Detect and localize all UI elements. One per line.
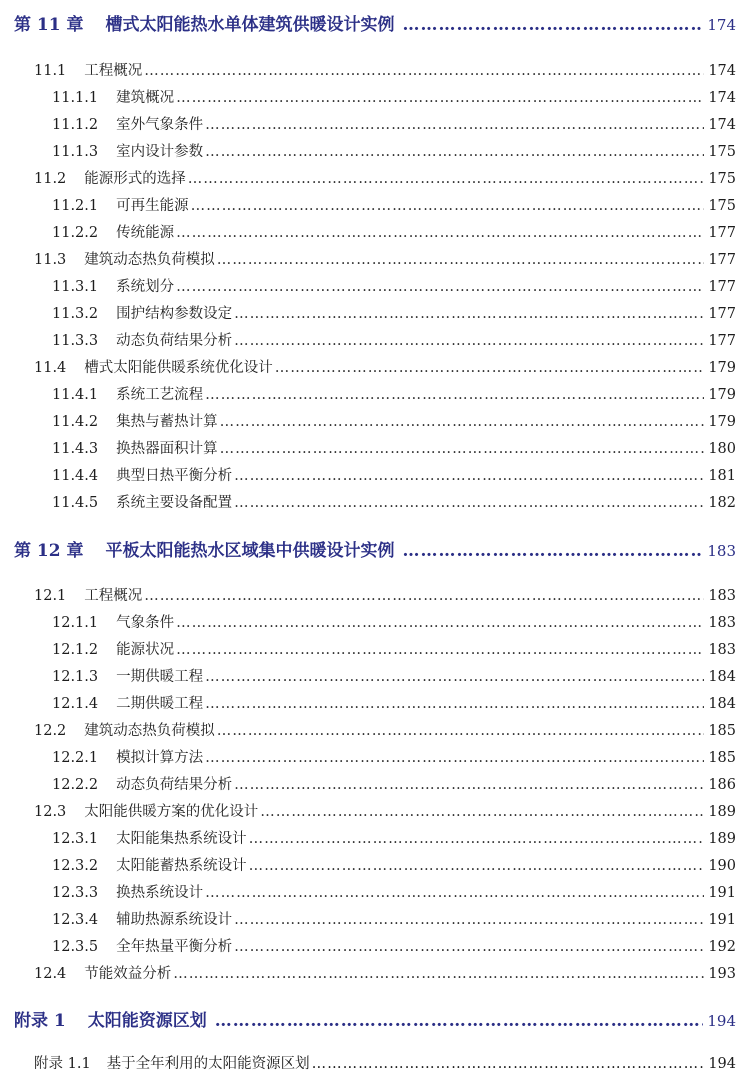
dot-leader bbox=[217, 723, 705, 739]
section-title: 槽式太阳能供暖系统优化设计 bbox=[84, 360, 273, 376]
page-number: 192 bbox=[708, 939, 736, 955]
toc-section-entry[interactable] bbox=[0, 584, 750, 605]
section-number: 12.3 bbox=[34, 804, 67, 820]
toc-section-entry[interactable] bbox=[0, 59, 750, 80]
section-number: 12.1 bbox=[34, 588, 67, 604]
toc-subsection-entry[interactable] bbox=[0, 611, 750, 632]
subsection-title: 太阳能集热系统设计 bbox=[116, 831, 247, 847]
toc-subsection-entry[interactable] bbox=[0, 692, 750, 713]
dot-leader bbox=[205, 117, 704, 133]
page-number: 174 bbox=[708, 63, 736, 79]
dot-leader bbox=[191, 198, 705, 214]
toc-subsection-entry[interactable] bbox=[0, 275, 750, 296]
subsection-number: 11.4.4 bbox=[52, 468, 99, 484]
dot-leader bbox=[234, 777, 704, 793]
page-number: 186 bbox=[708, 777, 736, 793]
subsection-title: 典型日热平衡分析 bbox=[116, 468, 233, 484]
subsection-number: 12.3.3 bbox=[52, 885, 99, 901]
toc-subsection-entry[interactable] bbox=[0, 113, 750, 134]
page-number: 185 bbox=[708, 750, 736, 766]
section-title: 节能效益分析 bbox=[84, 966, 172, 982]
dot-leader bbox=[234, 912, 704, 928]
appendix-number: 附录 1 bbox=[14, 1011, 66, 1031]
subsection-title: 一期供暖工程 bbox=[116, 669, 204, 685]
dot-leader bbox=[220, 441, 705, 457]
dot-leader bbox=[220, 414, 705, 430]
subsection-title: 二期供暖工程 bbox=[116, 696, 204, 712]
subsection-title: 动态负荷结果分析 bbox=[116, 777, 233, 793]
dot-leader bbox=[312, 1056, 705, 1072]
dot-leader bbox=[188, 171, 705, 187]
dot-leader bbox=[234, 306, 704, 322]
page-number: 179 bbox=[708, 387, 736, 403]
subsection-number: 12.1.2 bbox=[52, 642, 99, 658]
page-number: 190 bbox=[708, 858, 736, 874]
toc-subsection-entry[interactable] bbox=[0, 329, 750, 350]
dot-leader bbox=[176, 642, 704, 658]
subsection-title: 系统主要设备配置 bbox=[116, 495, 233, 511]
dot-leader bbox=[205, 669, 704, 685]
page-number: 177 bbox=[708, 333, 736, 349]
page-number: 194 bbox=[707, 1012, 736, 1030]
page-number: 183 bbox=[708, 642, 736, 658]
toc-subsection-entry[interactable] bbox=[0, 854, 750, 875]
subsection-title: 系统划分 bbox=[116, 279, 175, 295]
subsection-number: 11.1.3 bbox=[52, 144, 99, 160]
subsection-title: 换热系统设计 bbox=[116, 885, 204, 901]
page-number: 177 bbox=[708, 225, 736, 241]
toc-subsection-entry[interactable] bbox=[0, 464, 750, 485]
dot-leader bbox=[249, 831, 705, 847]
toc-chapter-entry[interactable] bbox=[0, 536, 750, 561]
subsection-title: 辅助热源系统设计 bbox=[116, 912, 233, 928]
subsection-number: 11.2.2 bbox=[52, 225, 99, 241]
toc-section-entry[interactable] bbox=[0, 248, 750, 269]
section-number: 11.4 bbox=[34, 360, 67, 376]
subsection-title: 模拟计算方法 bbox=[116, 750, 204, 766]
dot-leader bbox=[234, 495, 704, 511]
subsection-number: 12.3.4 bbox=[52, 912, 99, 928]
toc-subsection-entry[interactable] bbox=[0, 665, 750, 686]
page-number: 175 bbox=[708, 144, 736, 160]
subsection-title: 太阳能蓄热系统设计 bbox=[116, 858, 247, 874]
subsection-number: 12.1.3 bbox=[52, 669, 99, 685]
page-number: 175 bbox=[708, 171, 736, 187]
page-number: 183 bbox=[708, 615, 736, 631]
subsection-number: 11.4.1 bbox=[52, 387, 99, 403]
subsection-number: 11.1.1 bbox=[52, 90, 99, 106]
subsection-number: 12.1.4 bbox=[52, 696, 99, 712]
page-number: 183 bbox=[708, 588, 736, 604]
subsection-title: 可再生能源 bbox=[116, 198, 189, 214]
toc-appendix-subentry[interactable] bbox=[0, 1052, 750, 1073]
page-number: 179 bbox=[708, 360, 736, 376]
subsection-number: 11.1.2 bbox=[52, 117, 99, 133]
toc-subsection-entry[interactable] bbox=[0, 827, 750, 848]
dot-leader bbox=[173, 966, 704, 982]
dot-leader bbox=[215, 1011, 704, 1031]
dot-leader bbox=[234, 468, 704, 484]
toc-subsection-entry[interactable] bbox=[0, 221, 750, 242]
subsection-title: 换热器面积计算 bbox=[116, 441, 218, 457]
toc-section-entry[interactable] bbox=[0, 962, 750, 983]
dot-leader bbox=[403, 541, 704, 561]
page-number: 189 bbox=[708, 831, 736, 847]
chapter-number: 第 12 章 bbox=[14, 541, 84, 561]
toc-subsection-entry[interactable] bbox=[0, 383, 750, 404]
page-number: 191 bbox=[708, 885, 736, 901]
section-title: 能源形式的选择 bbox=[84, 171, 186, 187]
dot-leader bbox=[260, 804, 704, 820]
section-title: 太阳能供暖方案的优化设计 bbox=[84, 804, 259, 820]
dot-leader bbox=[217, 252, 705, 268]
subsection-number: 11.4.5 bbox=[52, 495, 99, 511]
subsection-title: 室外气象条件 bbox=[116, 117, 204, 133]
page-number: 174 bbox=[708, 90, 736, 106]
toc-subsection-entry[interactable] bbox=[0, 437, 750, 458]
subsection-title: 建筑概况 bbox=[116, 90, 175, 106]
dot-leader bbox=[234, 333, 704, 349]
subsection-number: 11.4.2 bbox=[52, 414, 99, 430]
dot-leader bbox=[144, 588, 704, 604]
subsection-number: 11.3.2 bbox=[52, 306, 99, 322]
toc-subsection-entry[interactable] bbox=[0, 908, 750, 929]
dot-leader bbox=[176, 90, 704, 106]
page-number: 182 bbox=[708, 495, 736, 511]
chapter-title: 平板太阳能热水区域集中供暖设计实例 bbox=[105, 541, 395, 561]
dot-leader bbox=[176, 279, 704, 295]
page-number: 177 bbox=[708, 306, 736, 322]
subsection-title: 气象条件 bbox=[116, 615, 175, 631]
page-number: 174 bbox=[708, 117, 736, 133]
subsection-number: 12.2.2 bbox=[52, 777, 99, 793]
appendix-sub-number: 附录 1.1 bbox=[34, 1056, 91, 1072]
page-number: 183 bbox=[707, 542, 736, 560]
appendix-title: 太阳能资源区划 bbox=[87, 1011, 207, 1031]
dot-leader bbox=[205, 144, 704, 160]
dot-leader bbox=[205, 885, 704, 901]
dot-leader bbox=[205, 387, 704, 403]
page-number: 193 bbox=[708, 966, 736, 982]
page-number: 181 bbox=[708, 468, 736, 484]
page-number: 180 bbox=[708, 441, 736, 457]
toc-subsection-entry[interactable] bbox=[0, 881, 750, 902]
section-title: 工程概况 bbox=[84, 63, 143, 79]
subsection-title: 围护结构参数设定 bbox=[116, 306, 233, 322]
toc-subsection-entry[interactable] bbox=[0, 140, 750, 161]
subsection-number: 11.2.1 bbox=[52, 198, 99, 214]
page-number: 179 bbox=[708, 414, 736, 430]
dot-leader bbox=[205, 696, 704, 712]
subsection-number: 12.3.1 bbox=[52, 831, 99, 847]
toc-subsection-entry[interactable] bbox=[0, 935, 750, 956]
toc-subsection-entry[interactable] bbox=[0, 638, 750, 659]
toc-subsection-entry[interactable] bbox=[0, 746, 750, 767]
section-number: 11.3 bbox=[34, 252, 67, 268]
toc-section-entry[interactable] bbox=[0, 719, 750, 740]
dot-leader bbox=[403, 15, 704, 35]
subsection-title: 能源状况 bbox=[116, 642, 175, 658]
subsection-title: 集热与蓄热计算 bbox=[116, 414, 218, 430]
dot-leader bbox=[176, 615, 704, 631]
dot-leader bbox=[234, 939, 704, 955]
page-number: 185 bbox=[708, 723, 736, 739]
toc-subsection-entry[interactable] bbox=[0, 302, 750, 323]
dot-leader bbox=[249, 858, 705, 874]
chapter-number: 第 11 章 bbox=[14, 15, 84, 35]
page-number: 184 bbox=[708, 696, 736, 712]
subsection-number: 12.3.5 bbox=[52, 939, 99, 955]
dot-leader bbox=[144, 63, 704, 79]
section-title: 建筑动态热负荷模拟 bbox=[84, 252, 215, 268]
subsection-number: 12.3.2 bbox=[52, 858, 99, 874]
subsection-number: 11.3.3 bbox=[52, 333, 99, 349]
toc-section-entry[interactable] bbox=[0, 356, 750, 377]
subsection-title: 室内设计参数 bbox=[116, 144, 204, 160]
toc-subsection-entry[interactable] bbox=[0, 773, 750, 794]
subsection-number: 12.2.1 bbox=[52, 750, 99, 766]
toc-subsection-entry[interactable] bbox=[0, 194, 750, 215]
subsection-title: 系统工艺流程 bbox=[116, 387, 204, 403]
subsection-title: 全年热量平衡分析 bbox=[116, 939, 233, 955]
subsection-title: 动态负荷结果分析 bbox=[116, 333, 233, 349]
subsection-number: 12.1.1 bbox=[52, 615, 99, 631]
page-number: 194 bbox=[708, 1056, 736, 1072]
page-number: 191 bbox=[708, 912, 736, 928]
section-number: 12.2 bbox=[34, 723, 67, 739]
toc-chapter-entry[interactable] bbox=[0, 10, 750, 35]
toc-subsection-entry[interactable] bbox=[0, 491, 750, 512]
section-number: 11.1 bbox=[34, 63, 67, 79]
page-number: 175 bbox=[708, 198, 736, 214]
toc-section-entry[interactable] bbox=[0, 800, 750, 821]
page-number: 184 bbox=[708, 669, 736, 685]
page-number: 174 bbox=[707, 16, 736, 34]
section-number: 12.4 bbox=[34, 966, 67, 982]
section-title: 建筑动态热负荷模拟 bbox=[84, 723, 215, 739]
subsection-number: 11.3.1 bbox=[52, 279, 99, 295]
subsection-title: 传统能源 bbox=[116, 225, 175, 241]
toc-section-entry[interactable] bbox=[0, 167, 750, 188]
appendix-sub-title: 基于全年利用的太阳能资源区划 bbox=[106, 1056, 310, 1072]
toc-appendix-entry[interactable] bbox=[0, 1006, 750, 1031]
toc-subsection-entry[interactable] bbox=[0, 410, 750, 431]
dot-leader bbox=[205, 750, 704, 766]
dot-leader bbox=[275, 360, 705, 376]
chapter-title: 槽式太阳能热水单体建筑供暖设计实例 bbox=[105, 15, 395, 35]
section-title: 工程概况 bbox=[84, 588, 143, 604]
page-number: 177 bbox=[708, 252, 736, 268]
page-number: 189 bbox=[708, 804, 736, 820]
dot-leader bbox=[176, 225, 704, 241]
section-number: 11.2 bbox=[34, 171, 67, 187]
page-number: 177 bbox=[708, 279, 736, 295]
toc-subsection-entry[interactable] bbox=[0, 86, 750, 107]
subsection-number: 11.4.3 bbox=[52, 441, 99, 457]
